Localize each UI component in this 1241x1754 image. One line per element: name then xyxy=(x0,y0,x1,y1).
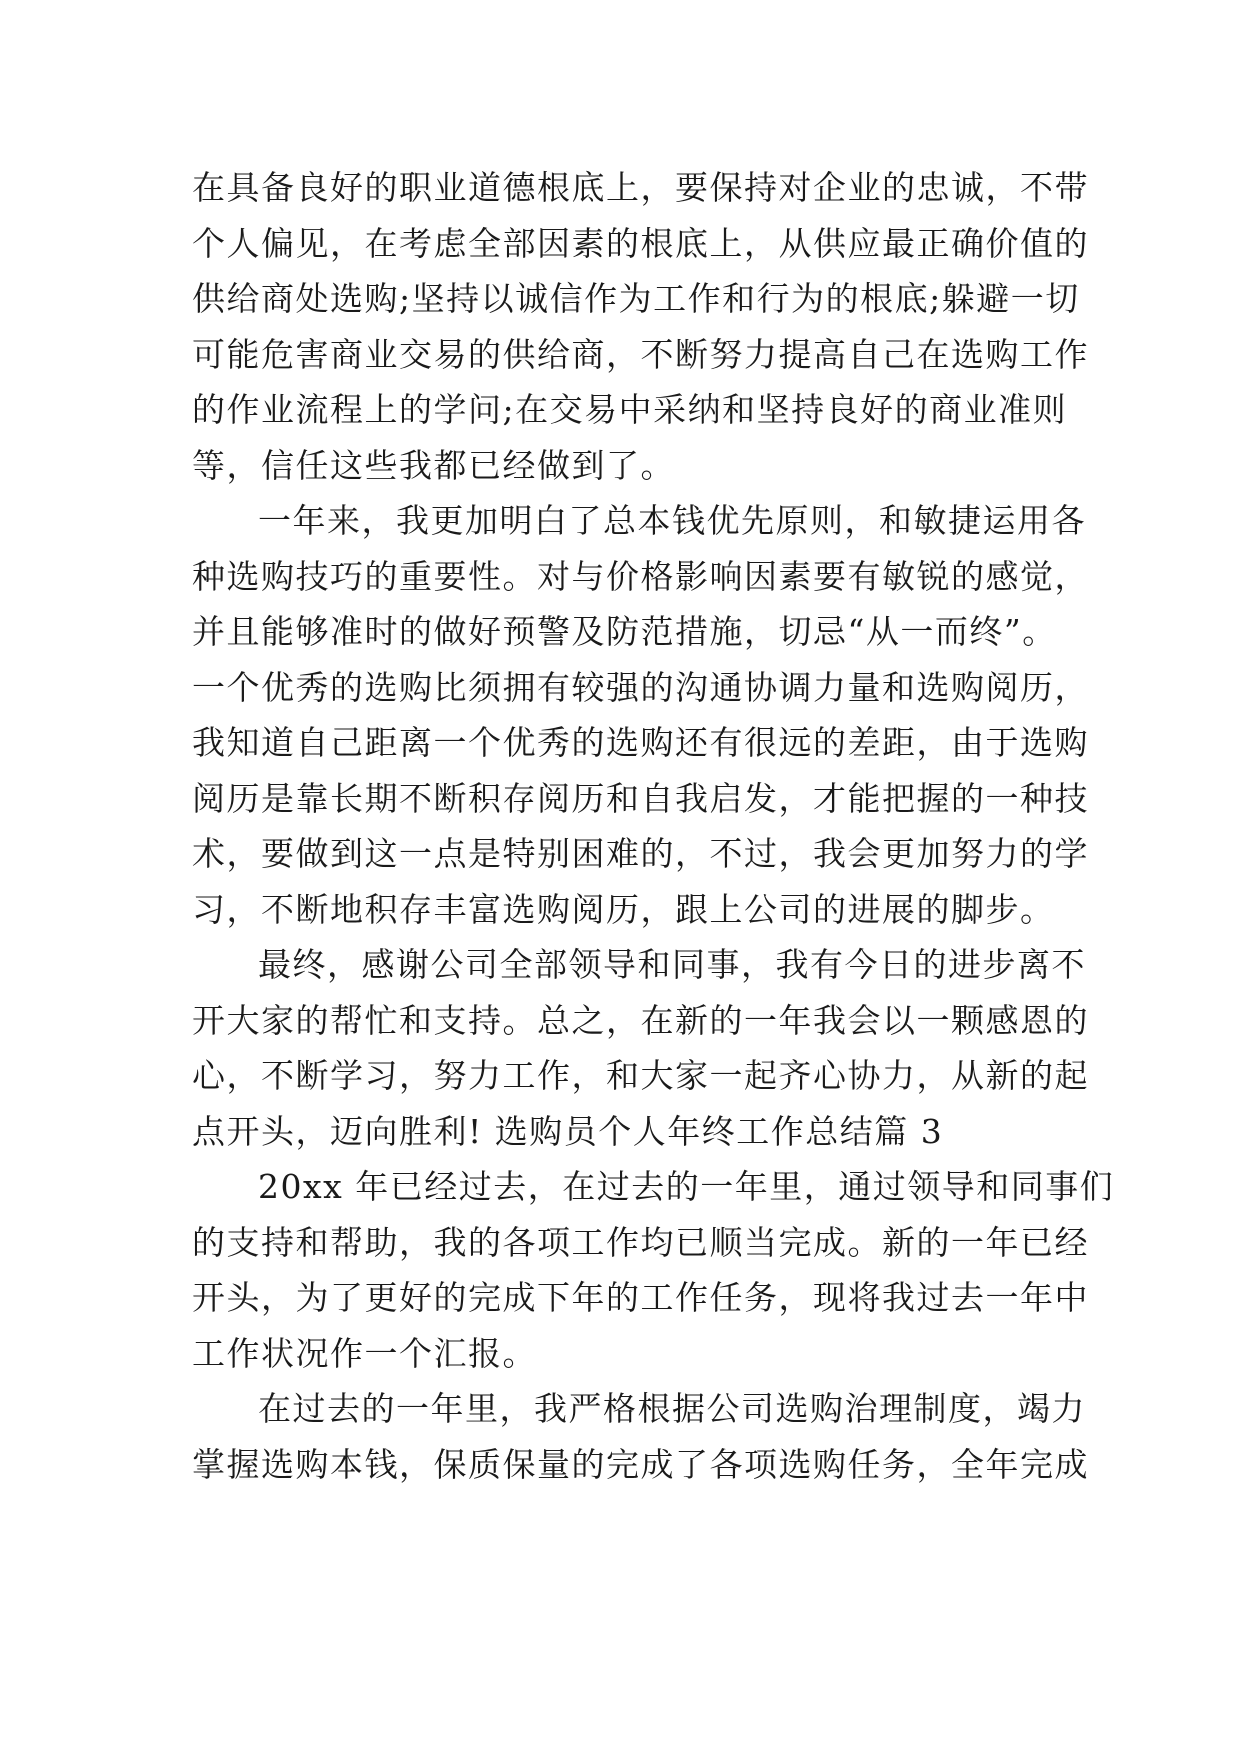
text-line: 可能危害商业交易的供给商，不断努力提高自己在选购工作 xyxy=(192,334,1089,374)
text-line: 供给商处选购;坚持以诚信作为工作和行为的根底;躲避一切 xyxy=(192,279,1080,318)
text-line: 最终，感谢公司全部领导和同事，我有今日的进步离不 xyxy=(258,945,1086,984)
text-line: 心，不断学习，努力工作，和大家一起齐心协力，从新的起 xyxy=(192,1056,1089,1095)
text-line: 个人偏见，在考虑全部因素的根底上，从供应最正确价值的 xyxy=(192,223,1089,263)
text-line: 术，要做到这一点是特别困难的，不过，我会更加努力的学 xyxy=(192,834,1089,873)
text-line: 开大家的帮忙和支持。总之，在新的一年我会以一颗感恩的 xyxy=(192,1000,1089,1040)
text-line: 等，信任这些我都已经做到了。 xyxy=(192,445,675,485)
text-line: 的支持和帮助，我的各项工作均已顺当完成。新的一年已经 xyxy=(192,1222,1089,1262)
text-line: 阅历是靠长期不断积存阅历和自我启发，才能把握的一种技 xyxy=(192,778,1089,818)
text-line: 在过去的一年里，我严格根据公司选购治理制度，竭力 xyxy=(258,1389,1086,1428)
text-line: 开头，为了更好的完成下年的工作任务，现将我过去一年中 xyxy=(192,1278,1089,1317)
text-line: 在具备良好的职业道德根底上，要保持对企业的忠诚，不带 xyxy=(192,168,1089,207)
text-line: 种选购技巧的重要性。对与价格影响因素要有敏锐的感觉， xyxy=(192,556,1089,596)
text-line: 一个优秀的选购比须拥有较强的沟通协调力量和选购阅历， xyxy=(192,667,1089,707)
text-line: 工作状况作一个汇报。 xyxy=(192,1333,537,1373)
text-line: 一年来，我更加明白了总本钱优先原则，和敏捷运用各 xyxy=(258,501,1086,540)
text-line: 的作业流程上的学问;在交易中采纳和坚持良好的商业准则 xyxy=(192,390,1068,429)
text-line: 习，不断地积存丰富选购阅历，跟上公司的进展的脚步。 xyxy=(192,889,1055,929)
text-line: 并且能够准时的做好预警及防范措施，切忌“从一而终”。 xyxy=(192,612,1057,651)
text-line: 20xx 年已经过去，在过去的一年里，通过领导和同事们 xyxy=(258,1167,1115,1206)
document-body xyxy=(192,160,1115,1492)
text-line: 我知道自己距离一个优秀的选购还有很远的差距，由于选购 xyxy=(192,723,1089,762)
text-line: 掌握选购本钱，保质保量的完成了各项选购任务，全年完成 xyxy=(192,1444,1089,1484)
text-line: 点开头，迈向胜利! 选购员个人年终工作总结篇 3 xyxy=(192,1111,944,1151)
